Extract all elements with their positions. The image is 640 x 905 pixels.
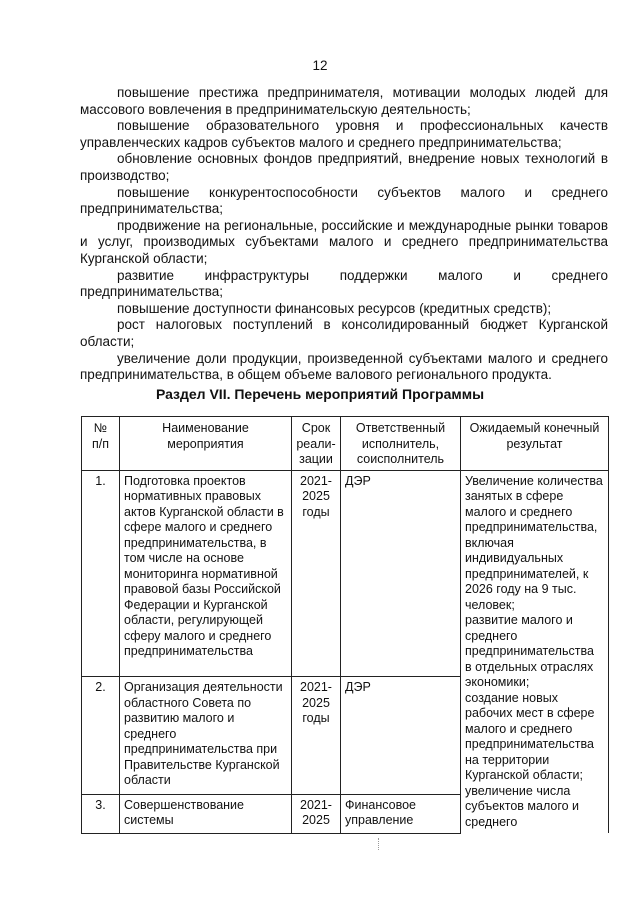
row-executor: ДЭР — [341, 677, 461, 795]
row-name: Совершенствование системы — [120, 794, 292, 833]
header-num: № п/п — [82, 417, 120, 471]
body-text — [80, 85, 608, 384]
scan-mark — [378, 838, 380, 850]
row-name: Подготовка проектов нормативных правовых актов Курганской области в сфере малого и среднего предпринимательства, в том числе на основе мониторинга нормативной правовой базы Российской Федерации и Курганской области, регулирующей сферу малого и среднего предпринимательства — [120, 470, 292, 677]
table-header-row — [82, 417, 609, 471]
programme-measures-table — [81, 416, 609, 834]
paragraph: продвижение на региональные, российские и международные рынки товаров и услуг, производимых субъектами малого и среднего предпринимательства Курганской области; — [80, 217, 608, 266]
row-name: Организация деятельности областного Совета по развитию малого и среднего предпринимательства при Правительстве Курганской области — [120, 677, 292, 795]
header-executor: Ответственный исполнитель, соисполнитель — [341, 417, 461, 471]
row-executor: ДЭР — [341, 470, 461, 677]
paragraph: рост налоговых поступлений в консолидированный бюджет Курганской области; — [80, 317, 608, 349]
paragraph: увеличение доли продукции, произведенной субъектами малого и среднего предпринимательства, в общем объеме валового регионального продукта. — [80, 350, 608, 383]
row-num: 3. — [82, 794, 120, 833]
page-number: 12 — [312, 58, 328, 73]
section-title: Раздел VII. Перечень мероприятий Программы — [155, 386, 485, 402]
row-term: 2021- 2025 годы — [292, 677, 341, 795]
paragraph: повышение образовательного уровня и профессиональных качеств управленческих кадров субъектов малого и среднего предпринимательства; — [80, 118, 608, 150]
paragraph: развитие инфраструктуры поддержки малого и среднего предпринимательства; — [80, 267, 608, 300]
paragraph: повышение престижа предпринимателя, мотивации молодых людей для массового вовлечения в предпринимательскую деятельность; — [80, 85, 608, 117]
paragraph: обновление основных фондов предприятий, внедрение новых технологий в производство; — [80, 151, 608, 183]
row-term: 2021- 2025 — [292, 794, 341, 833]
header-result: Ожидаемый конечный результат — [461, 417, 609, 471]
row-term: 2021- 2025 годы — [292, 470, 341, 677]
table-row — [82, 470, 609, 677]
paragraph: повышение доступности финансовых ресурсов (кредитных средств); — [117, 300, 552, 316]
expected-result: Увеличение количества занятых в сфере малого и среднего предпринимательства, включая индивидуальных предпринимателей, к 2026 году на 9 тыс. человек; развитие малого и среднего предпринимательства в отдельных отраслях экономики; создание новых рабочих мест в сфере малого и среднего предпринимательства на территории Курганской области; увеличение числа субъектов малого и среднего — [461, 470, 609, 833]
header-name: Наименование мероприятия — [120, 417, 292, 471]
paragraph: повышение конкурентоспособности субъектов малого и среднего предпринимательства; — [80, 184, 608, 217]
row-num: 2. — [82, 677, 120, 795]
row-num: 1. — [82, 470, 120, 677]
row-executor: Финансовое управление — [341, 794, 461, 833]
header-term: Срок реали- зации — [292, 417, 341, 471]
